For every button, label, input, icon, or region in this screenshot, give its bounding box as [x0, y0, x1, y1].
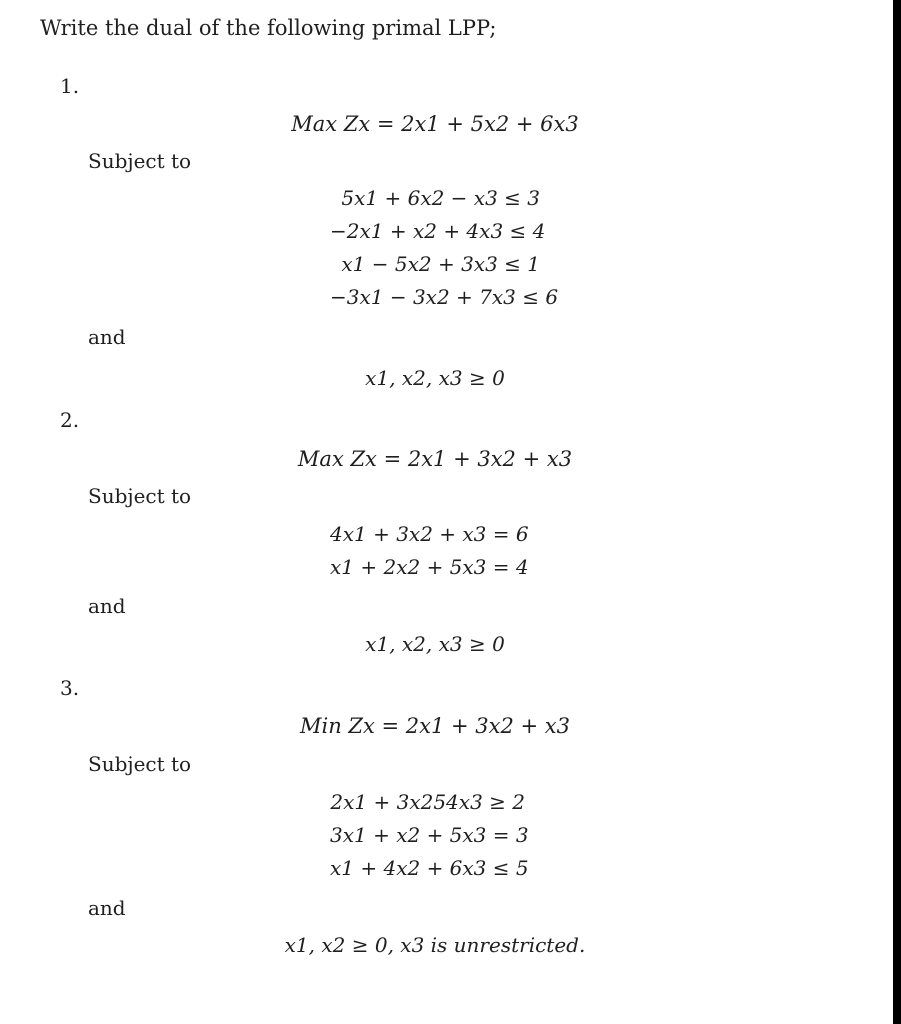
problem-3-constraint-1: 2x1 + 3x254x3 ≥ 2: [330, 790, 525, 814]
problem-2-constraints: [330, 522, 529, 590]
problem-1-constraint-1: 5x1 + 6x2 − x3 ≤ 3: [341, 186, 540, 210]
problem-1-constraints: [330, 186, 559, 320]
problem-3-constraints: [330, 790, 529, 891]
problem-3-constraint-3: x1 + 4x2 + 6x3 ≤ 5: [330, 856, 529, 880]
problem-1-constraint-4: −3x1 − 3x2 + 7x3 ≤ 6: [330, 285, 559, 309]
page-heading: Write the dual of the following primal LPP;: [40, 16, 497, 40]
problem-1-constraint-3: x1 − 5x2 + 3x3 ≤ 1: [341, 252, 540, 276]
problem-3-objective: Min Zx = 2x1 + 3x2 + x3: [299, 714, 571, 738]
problem-3-and: and: [88, 896, 126, 920]
problem-2-subject-to: Subject to: [88, 484, 192, 508]
problem-1-nonnegativity: x1, x2, x3 ≥ 0: [365, 366, 505, 390]
problem-1-number: 1.: [60, 74, 80, 98]
problem-1-objective: Max Zx = 2x1 + 5x2 + 6x3: [291, 112, 579, 136]
problem-1-constraint-2: −2x1 + x2 + 4x3 ≤ 4: [330, 219, 546, 243]
problem-3-constraint-2: 3x1 + x2 + 5x3 = 3: [330, 823, 529, 847]
page-edge: [893, 0, 901, 1024]
problem-2-and: and: [88, 594, 126, 618]
problem-1-and: and: [88, 325, 126, 349]
problem-3-nonnegativity: x1, x2 ≥ 0, x3 is unrestricted.: [284, 933, 586, 957]
problem-2-constraint-1: 4x1 + 3x2 + x3 = 6: [330, 522, 529, 546]
problem-3-subject-to: Subject to: [88, 752, 192, 776]
problem-2-objective: Max Zx = 2x1 + 3x2 + x3: [297, 447, 573, 471]
problem-2-constraint-2: x1 + 2x2 + 5x3 = 4: [330, 555, 529, 579]
problem-2-nonnegativity: x1, x2, x3 ≥ 0: [365, 632, 505, 656]
problem-2-number: 2.: [60, 408, 80, 432]
problem-3-number: 3.: [60, 676, 80, 700]
problem-1-subject-to: Subject to: [88, 149, 192, 173]
